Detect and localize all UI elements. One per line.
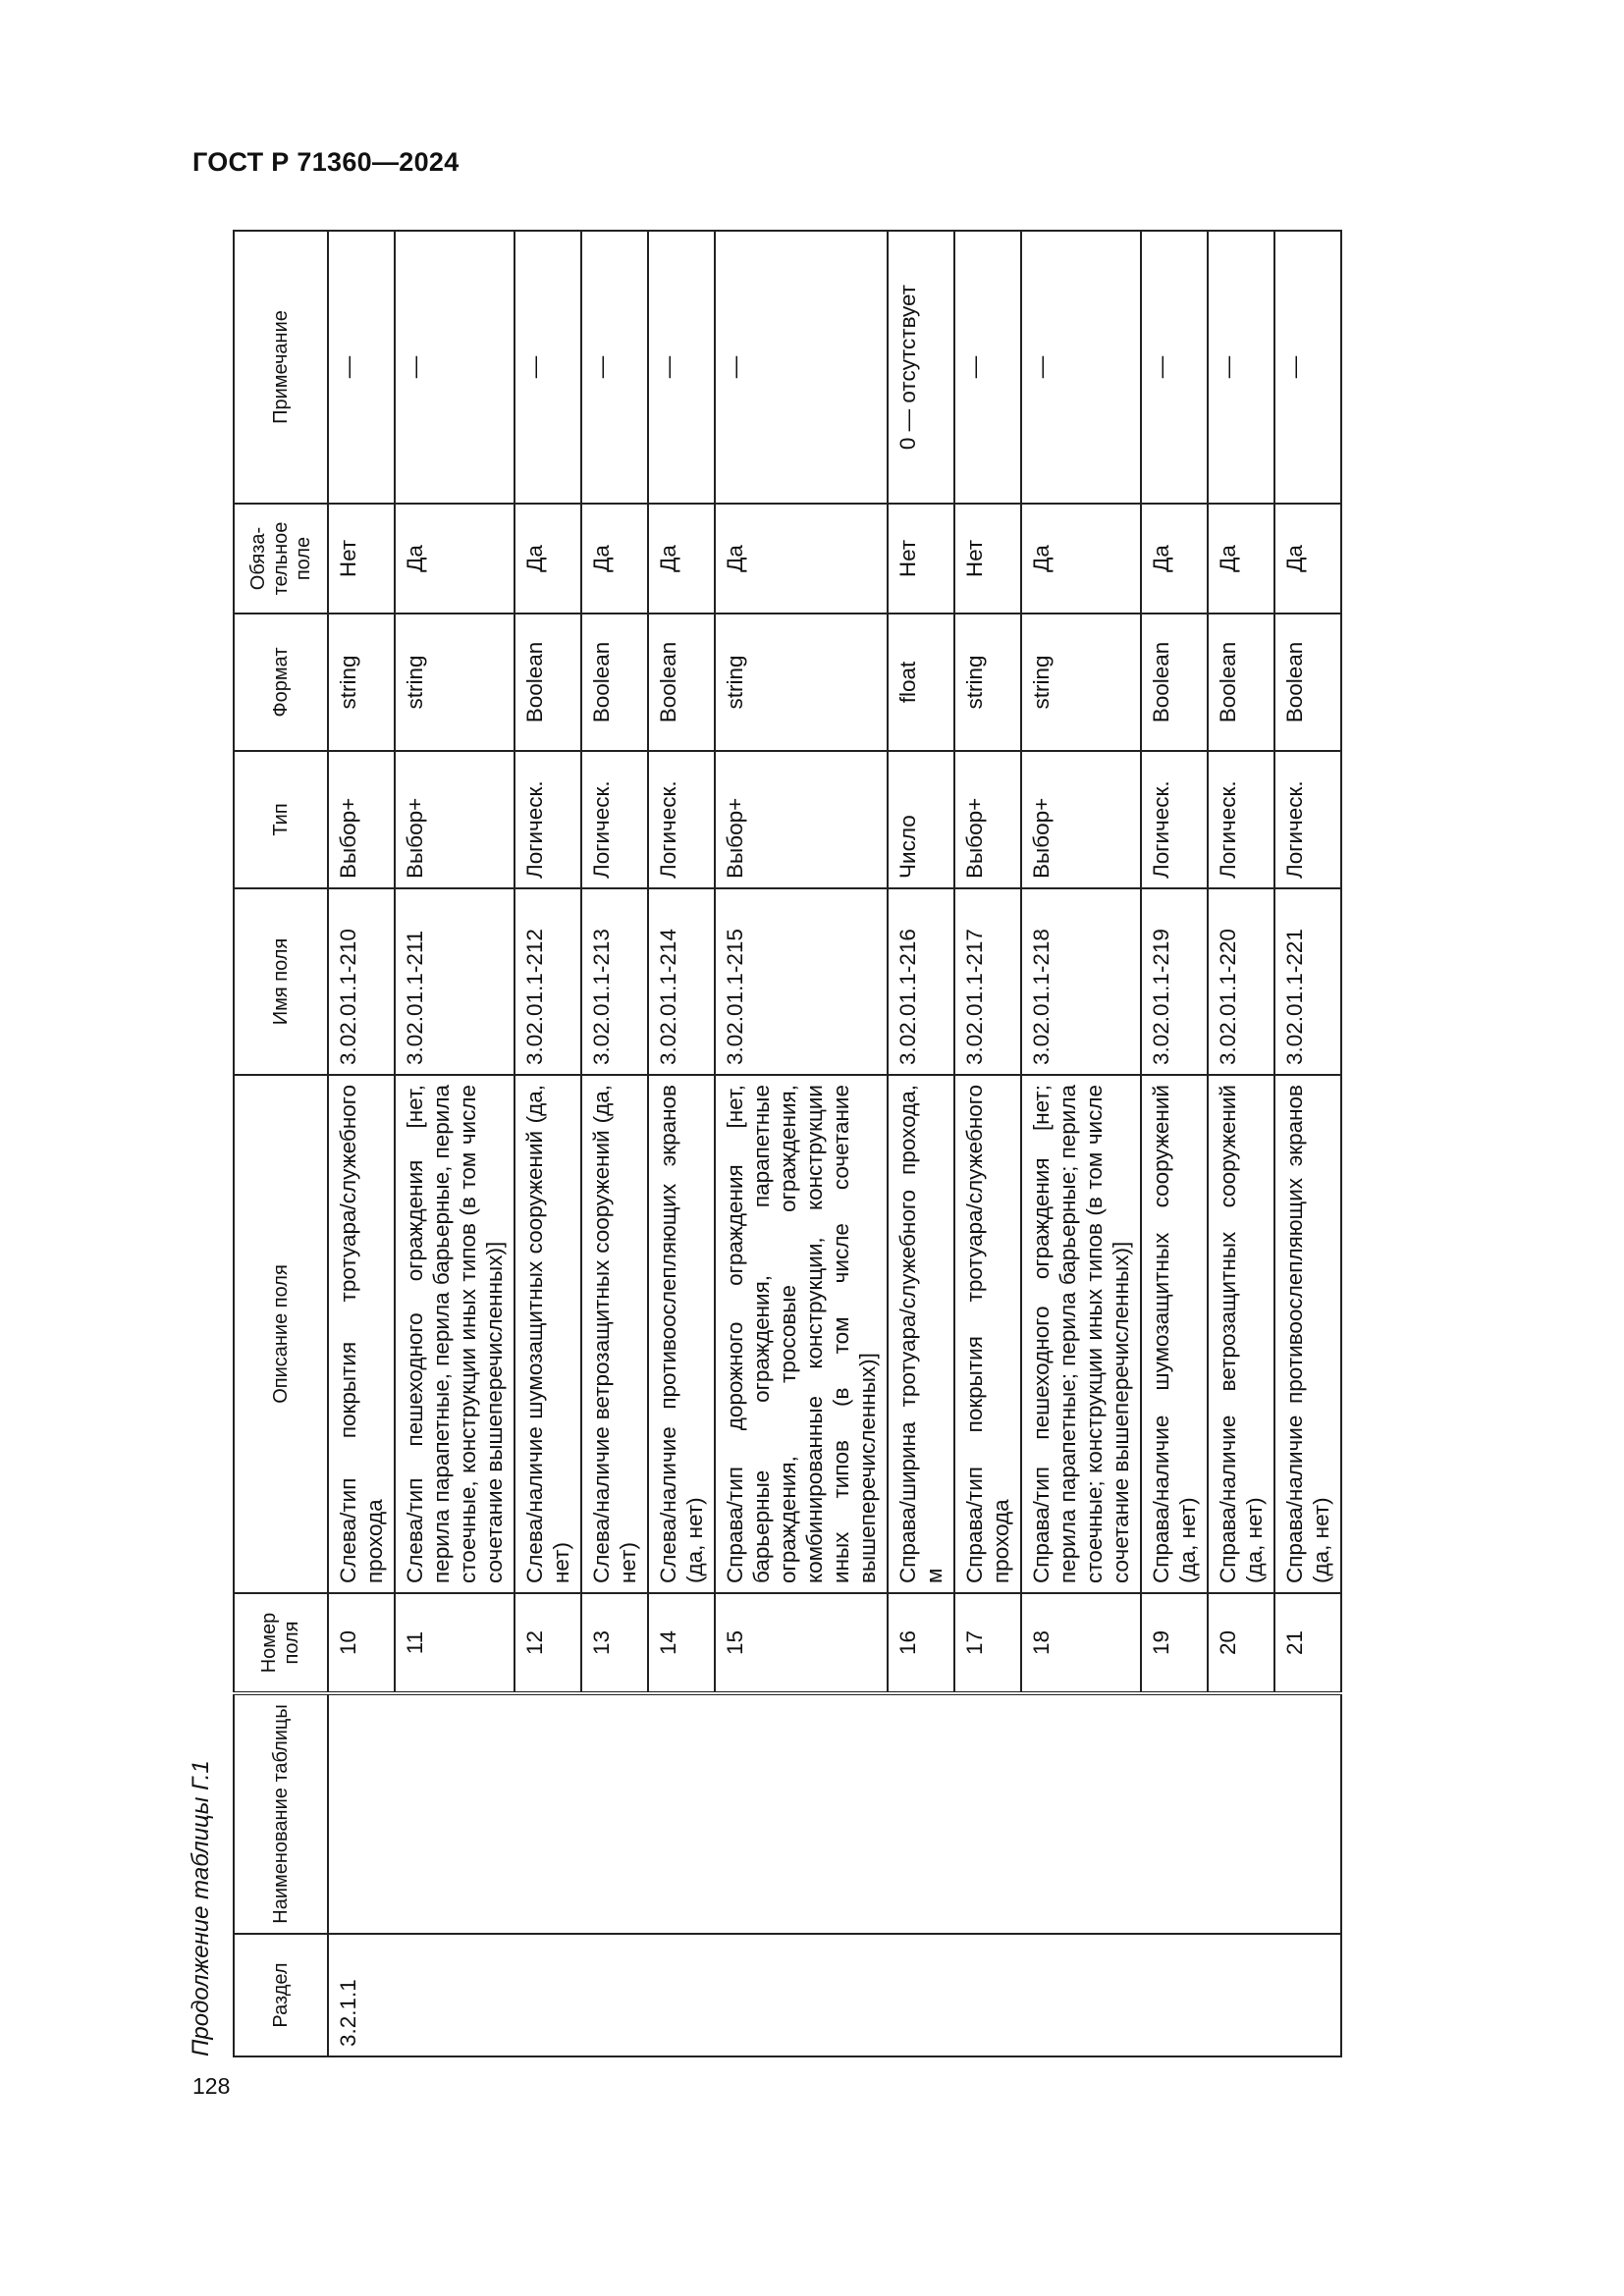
mandatory-cell: Нет <box>954 504 1021 614</box>
header-type: Тип <box>234 751 328 888</box>
field-number-cell: 13 <box>581 1593 648 1693</box>
format-cell: float <box>888 614 954 751</box>
description-cell: Справа/наличие противоослепляющих экранов (да, нет) <box>1274 1075 1341 1593</box>
type-cell: Логическ. <box>1141 751 1208 888</box>
format-cell: string <box>395 614 514 751</box>
rotated-table-container <box>233 232 1509 2057</box>
field-name-cell: 3.02.01.1-212 <box>514 888 581 1075</box>
note-cell: — <box>715 231 888 504</box>
field-number-cell: 10 <box>328 1593 395 1693</box>
field-number-cell: 18 <box>1021 1593 1141 1693</box>
field-name-cell: 3.02.01.1-213 <box>581 888 648 1075</box>
field-number-cell: 16 <box>888 1593 954 1693</box>
format-cell: Boolean <box>1208 614 1274 751</box>
mandatory-cell: Да <box>1021 504 1141 614</box>
document-title: ГОСТ Р 71360—2024 <box>192 147 460 177</box>
description-cell: Справа/наличие ветрозащитных сооружений (да, нет) <box>1208 1075 1274 1593</box>
note-cell: — <box>954 231 1021 504</box>
header-note: Примечание <box>234 231 328 504</box>
field-number-cell: 17 <box>954 1593 1021 1693</box>
type-cell: Выбор+ <box>328 751 395 888</box>
type-cell: Логическ. <box>581 751 648 888</box>
field-name-cell: 3.02.01.1-219 <box>1141 888 1208 1075</box>
format-cell: string <box>715 614 888 751</box>
field-number-cell: 14 <box>648 1593 715 1693</box>
type-cell: Логическ. <box>1274 751 1341 888</box>
field-name-cell: 3.02.01.1-215 <box>715 888 888 1075</box>
page-number: 128 <box>192 2073 231 2099</box>
description-cell: Справа/тип пешеходного ограждения [нет; перила парапетные; перила барьерные; перила стоечные; конструкции иных типов (в том числе сочетание вышеперечисленных)] <box>1021 1075 1141 1593</box>
section-cell: 3.2.1.1 <box>328 1934 1341 2056</box>
header-format: Формат <box>234 614 328 751</box>
field-number-cell: 12 <box>514 1593 581 1693</box>
format-cell: string <box>328 614 395 751</box>
format-cell: Boolean <box>1141 614 1208 751</box>
type-cell: Выбор+ <box>395 751 514 888</box>
format-cell: Boolean <box>514 614 581 751</box>
fields-table <box>233 230 1342 2057</box>
note-cell: — <box>328 231 395 504</box>
mandatory-cell: Нет <box>328 504 395 614</box>
table-caption: Продолжение таблицы Г.1 <box>188 1760 214 2056</box>
description-cell: Справа/наличие шумозащитных сооружений (да, нет) <box>1141 1075 1208 1593</box>
note-cell: — <box>581 231 648 504</box>
header-field-number: Номер поля <box>234 1593 328 1693</box>
description-cell: Слева/наличие ветрозащитных сооружений (да, нет) <box>581 1075 648 1593</box>
mandatory-cell: Да <box>581 504 648 614</box>
field-name-cell: 3.02.01.1-214 <box>648 888 715 1075</box>
mandatory-cell: Да <box>514 504 581 614</box>
type-cell: Выбор+ <box>954 751 1021 888</box>
type-cell: Число <box>888 751 954 888</box>
format-cell: Boolean <box>648 614 715 751</box>
note-cell: — <box>1208 231 1274 504</box>
header-table-name: Наименование таблицы <box>234 1693 328 1934</box>
note-cell: — <box>514 231 581 504</box>
description-cell: Справа/ширина тротуара/служебного прохода, м <box>888 1075 954 1593</box>
type-cell: Логическ. <box>648 751 715 888</box>
field-number-cell: 20 <box>1208 1593 1274 1693</box>
note-cell: — <box>1021 231 1141 504</box>
format-cell: string <box>954 614 1021 751</box>
mandatory-cell: Да <box>1274 504 1341 614</box>
field-name-cell: 3.02.01.1-221 <box>1274 888 1341 1075</box>
note-cell: — <box>395 231 514 504</box>
note-cell: — <box>648 231 715 504</box>
format-cell: Boolean <box>1274 614 1341 751</box>
description-cell: Слева/наличие противоослепляющих экранов (да, нет) <box>648 1075 715 1593</box>
table-row <box>328 231 395 2056</box>
header-mandatory: Обяза-тельное поле <box>234 504 328 614</box>
type-cell: Выбор+ <box>1021 751 1141 888</box>
note-cell: — <box>1141 231 1208 504</box>
format-cell: string <box>1021 614 1141 751</box>
field-name-cell: 3.02.01.1-210 <box>328 888 395 1075</box>
field-name-cell: 3.02.01.1-211 <box>395 888 514 1075</box>
note-cell: — <box>1274 231 1341 504</box>
field-number-cell: 21 <box>1274 1593 1341 1693</box>
description-cell: Слева/наличие шумозащитных сооружений (да, нет) <box>514 1075 581 1593</box>
note-cell: 0 — отсутствует <box>888 231 954 504</box>
description-cell: Справа/тип дорожного ограждения [нет, барьерные ограждения, парапетные ограждения, тросовые ограждения, комбинированные конструкции, конструкции иных типов (в том числе сочетание вышеперечисленных)] <box>715 1075 888 1593</box>
mandatory-cell: Нет <box>888 504 954 614</box>
type-cell: Логическ. <box>514 751 581 888</box>
type-cell: Выбор+ <box>715 751 888 888</box>
field-name-cell: 3.02.01.1-217 <box>954 888 1021 1075</box>
mandatory-cell: Да <box>1141 504 1208 614</box>
header-section: Раздел <box>234 1934 328 2056</box>
field-number-cell: 15 <box>715 1593 888 1693</box>
field-number-cell: 19 <box>1141 1593 1208 1693</box>
mandatory-cell: Да <box>1208 504 1274 614</box>
table-name-cell <box>328 1693 1341 1934</box>
description-cell: Слева/тип пешеходного ограждения [нет, перила парапетные, перила барьерные, перила стоечные, конструкции иных типов (в том числе сочетание вышеперечисленных)] <box>395 1075 514 1593</box>
header-field-name: Имя поля <box>234 888 328 1075</box>
header-description: Описание поля <box>234 1075 328 1593</box>
field-name-cell: 3.02.01.1-220 <box>1208 888 1274 1075</box>
table-header-row <box>234 231 328 2056</box>
mandatory-cell: Да <box>395 504 514 614</box>
field-number-cell: 11 <box>395 1593 514 1693</box>
field-name-cell: 3.02.01.1-218 <box>1021 888 1141 1075</box>
description-cell: Справа/тип покрытия тротуара/служебного прохода <box>954 1075 1021 1593</box>
type-cell: Логическ. <box>1208 751 1274 888</box>
format-cell: Boolean <box>581 614 648 751</box>
description-cell: Слева/тип покрытия тротуара/служебного прохода <box>328 1075 395 1593</box>
mandatory-cell: Да <box>648 504 715 614</box>
field-name-cell: 3.02.01.1-216 <box>888 888 954 1075</box>
mandatory-cell: Да <box>715 504 888 614</box>
